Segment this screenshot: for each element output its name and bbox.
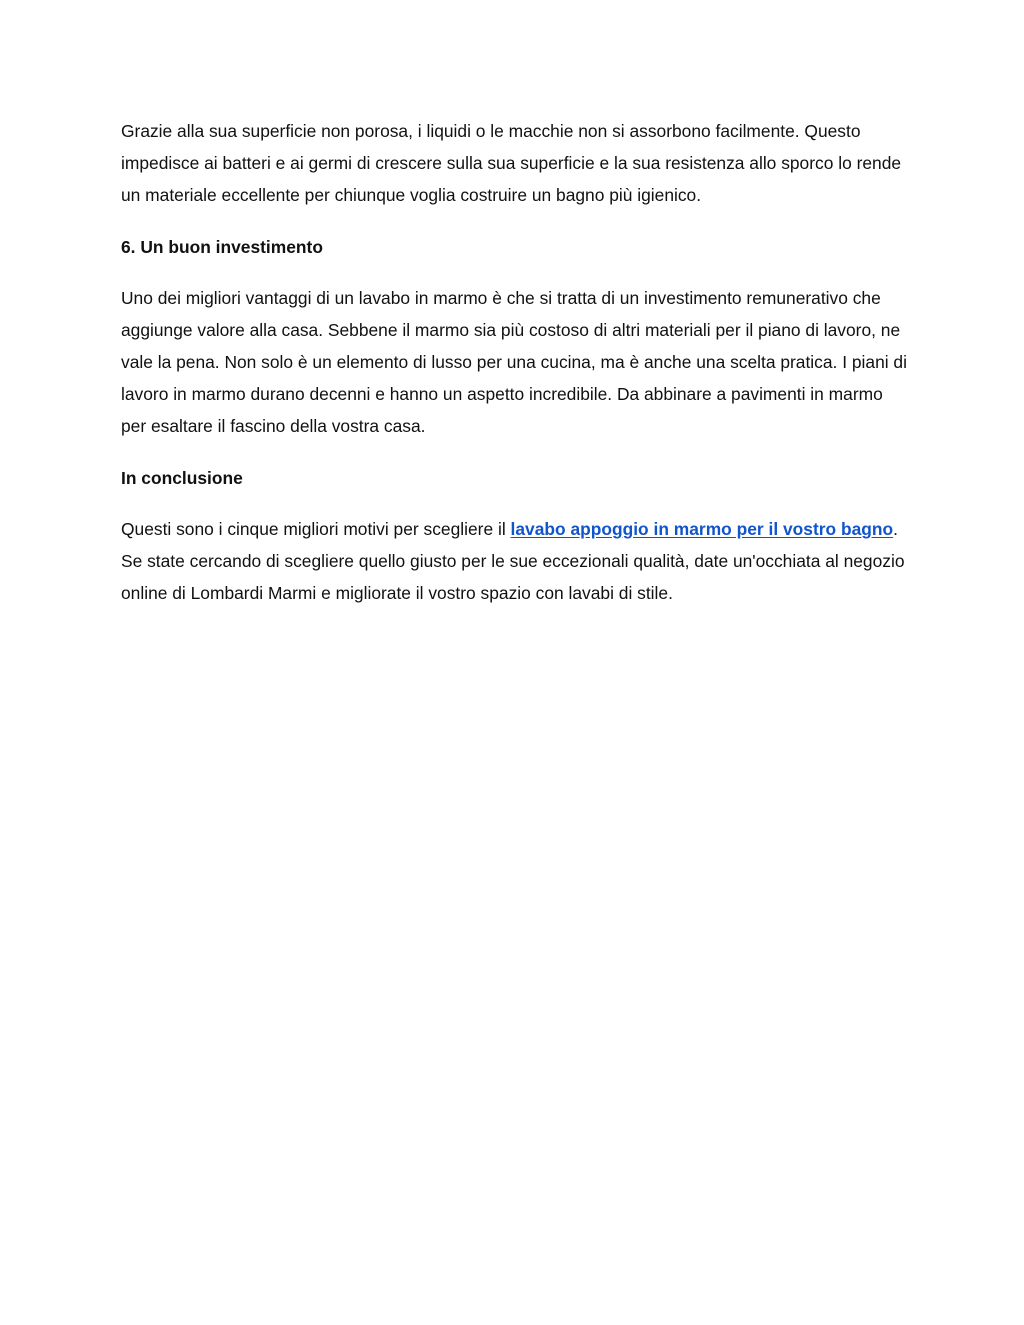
paragraph-conclusion [121, 513, 911, 609]
conclusion-text-after-link: . Se state cercando di scegliere quello giusto per le sue eccezionali qualità, date un'occhiata al negozio online di Lombardi Marmi e migliorate il vostro spazio con lavabi di stile. [121, 519, 905, 603]
heading-conclusion: In conclusione [121, 467, 243, 488]
marble-sink-link[interactable]: lavabo appoggio in marmo per il vostro bagno [510, 519, 894, 539]
document-body [121, 115, 911, 609]
heading-good-investment: 6. Un buon investimento [121, 236, 323, 257]
paragraph-hygiene: Grazie alla sua superficie non porosa, i liquidi o le macchie non si assorbono facilmente. Questo impedisce ai batteri e ai germi di crescere sulla sua superficie e la sua resistenza allo sporco lo rende un materiale eccellente per chiunque voglia costruire un bagno più igienico. [121, 121, 902, 205]
conclusion-text-before-link: Questi sono i cinque migliori motivi per scegliere il [121, 519, 511, 539]
paragraph-investment: Uno dei migliori vantaggi di un lavabo in marmo è che si tratta di un investimento remunerativo che aggiunge valore alla casa. Sebbene il marmo sia più costoso di altri materiali per il piano di lavoro, ne vale la pena. Non solo è un elemento di lusso per una cucina, ma è anche una scelta pratica. I piani di lavoro in marmo durano decenni e hanno un aspetto incredibile. Da abbinare a pavimenti in marmo per esaltare il fascino della vostra casa. [121, 288, 907, 436]
